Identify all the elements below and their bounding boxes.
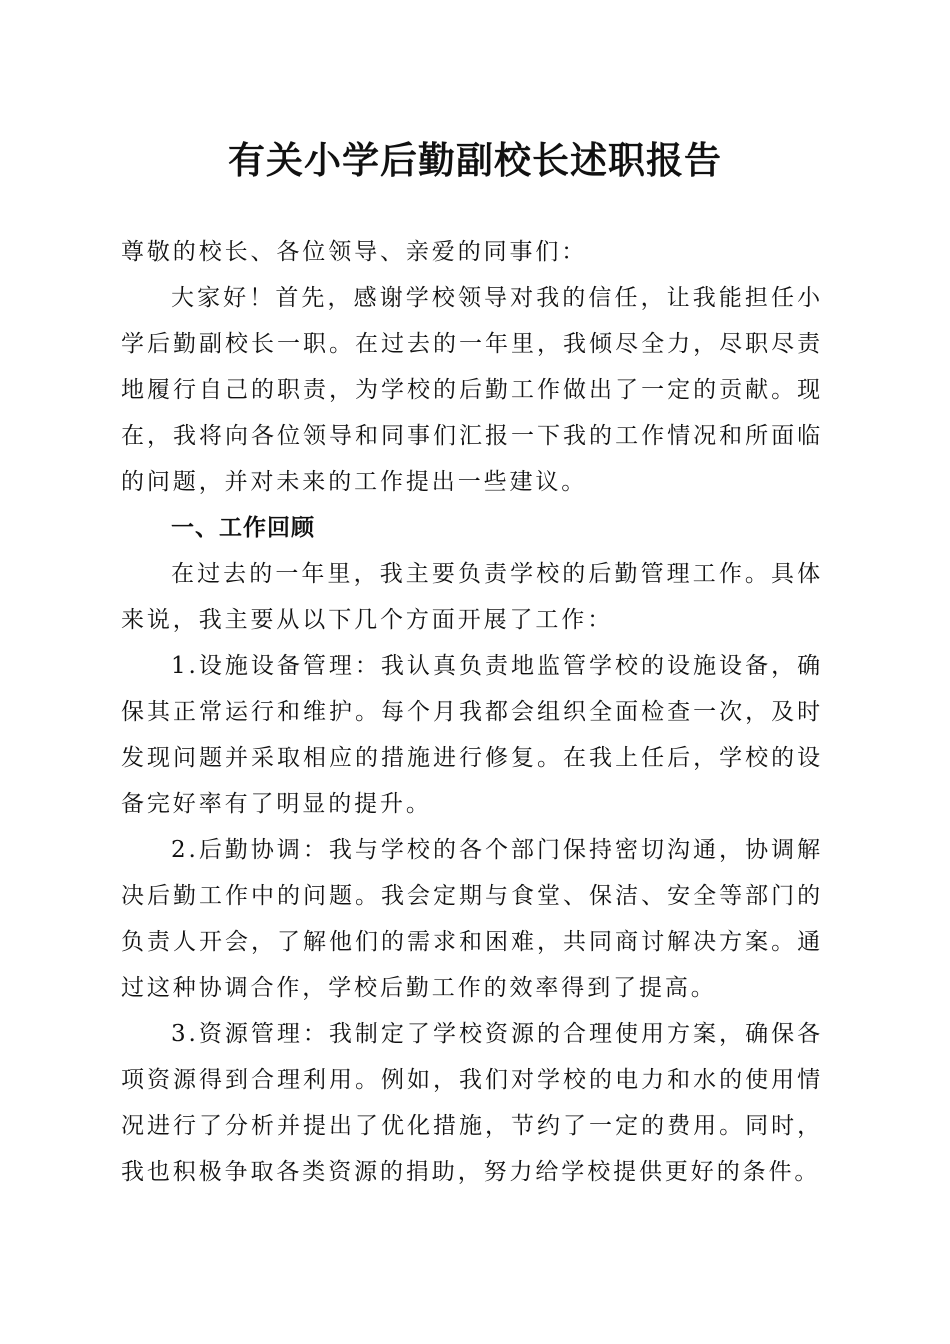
list-item-resources: 3.资源管理：我制定了学校资源的合理使用方案，确保各项资源得到合理利用。例如，我们对学校的电力和水的使用情况进行了分析并提出了优化措施，节约了一定的费用。同时，我也积极争取各类资源的捐助，努力给学校提供更好的条件。 — [121, 1021, 823, 1185]
section-heading: 一、工作回顾 — [171, 514, 315, 541]
document-body — [121, 229, 823, 1195]
list-item-facilities: 1.设施设备管理：我认真负责地监管学校的设施设备，确保其正常运行和维护。每个月我都会组织全面检查一次，及时发现问题并采取相应的措施进行修复。在我上任后，学校的设备完好率有了明显的提升。 — [121, 653, 823, 817]
list-item-coordination: 2.后勤协调：我与学校的各个部门保持密切沟通，协调解决后勤工作中的问题。我会定期与食堂、保洁、安全等部门的负责人开会，了解他们的需求和困难，共同商讨解决方案。通过这种协调合作，学校后勤工作的效率得到了提高。 — [121, 837, 823, 1001]
section-intro-paragraph: 在过去的一年里，我主要负责学校的后勤管理工作。具体来说，我主要从以下几个方面开展了工作： — [121, 561, 823, 633]
salutation: 尊敬的校长、各位领导、亲爱的同事们： — [121, 239, 588, 265]
intro-paragraph: 大家好！首先，感谢学校领导对我的信任，让我能担任小学后勤副校长一职。在过去的一年里，我倾尽全力，尽职尽责地履行自己的职责，为学校的后勤工作做出了一定的贡献。现在，我将向各位领导和同事们汇报一下我的工作情况和所面临的问题，并对未来的工作提出一些建议。 — [121, 285, 823, 495]
document-title: 有关小学后勤副校长述职报告 — [228, 138, 722, 182]
